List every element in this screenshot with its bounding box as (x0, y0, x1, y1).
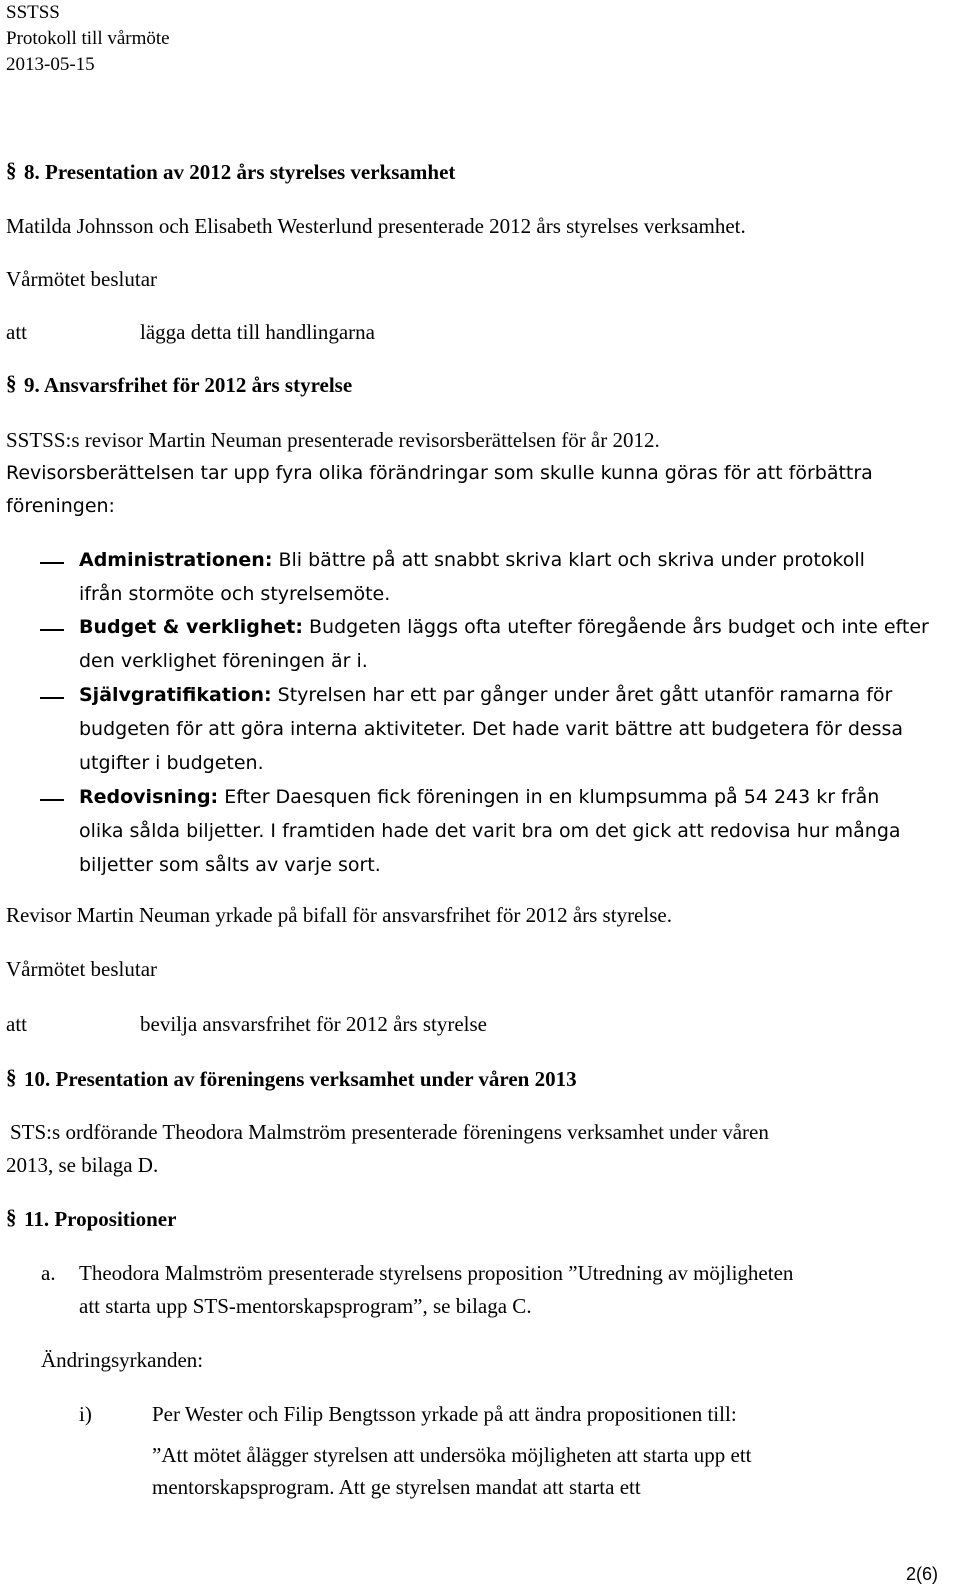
section-9-para3: Revisor Martin Neuman yrkade på bifall för ansvarsfrihet för 2012 års styrelse. (6, 903, 672, 927)
section-8-para: Matilda Johnsson och Elisabeth Westerlund presenterade 2012 års styrelses verksamhet. (6, 214, 746, 238)
list-item-line2: ifrån stormöte och styrelsemöte. (79, 583, 391, 605)
header-org: SSTSS (6, 2, 60, 23)
page-number: 2(6) (906, 1564, 939, 1584)
section-10-title: 10. Presentation av föreningens verksamhet under våren 2013 (24, 1067, 577, 1091)
section-sign-icon: § (6, 158, 17, 182)
list-item-text: Bli bättre på att snabbt skriva klart och skriva under protokoll (272, 549, 865, 571)
section-10-line2: 2013, se bilaga D. (6, 1153, 159, 1177)
list-item-line3: utgifter i budgeten. (79, 752, 264, 774)
list-item (79, 549, 865, 571)
section-sign-icon: § (6, 1065, 17, 1089)
header-date: 2013-05-15 (6, 54, 95, 75)
section-11-a-label: a. (41, 1261, 56, 1285)
section-8-decides: Vårmötet beslutar (6, 267, 158, 291)
header-doc-title: Protokoll till vårmöte (6, 28, 170, 49)
list-item-head: Självgratifikation: (79, 684, 272, 706)
section-sign-icon: § (6, 1205, 17, 1229)
list-item-head: Administrationen: (79, 549, 273, 571)
list-item-text: Budgeten läggs ofta utefter föregående års budget och inte efter (302, 616, 929, 638)
section-9-para2-line2: föreningen: (6, 495, 115, 517)
section-8-title: 8. Presentation av 2012 års styrelses verksamhet (24, 160, 456, 184)
list-item (79, 616, 929, 638)
amendments-heading: Ändringsyrkanden: (41, 1348, 204, 1372)
list-item-text: Styrelsen har ett par gånger under året gått utanför ramarna för (271, 684, 893, 706)
dash-bullet-icon (40, 697, 64, 699)
amendment-quote-line1: ”Att mötet ålägger styrelsen att undersöka möjligheten att starta upp ett (152, 1443, 752, 1467)
section-9-decision: bevilja ansvarsfrihet för 2012 års styrelse (140, 1012, 487, 1036)
dash-bullet-icon (40, 629, 64, 631)
amendment-quote-line2: mentorskapsprogram. Att ge styrelsen mandat att starta ett (152, 1475, 641, 1499)
list-item-line2: olika sålda biljetter. I framtiden hade det varit bra om det gick att redovisa hur många (79, 820, 901, 842)
dash-bullet-icon (40, 562, 64, 564)
list-item-line2: budgeten för att göra interna aktiviteter. Det hade varit bättre att budgetera för dessa (79, 718, 904, 740)
list-item (79, 786, 879, 808)
section-9-decides: Vårmötet beslutar (6, 957, 158, 981)
section-8-decision: lägga detta till handlingarna (140, 320, 375, 344)
section-11-title: 11. Propositioner (24, 1207, 177, 1231)
section-10-line1: STS:s ordförande Theodora Malmström presenterade föreningens verksamhet under våren (10, 1120, 769, 1144)
section-8-att: att (6, 320, 27, 344)
dash-bullet-icon (40, 799, 64, 801)
section-11-a-line1: Theodora Malmström presenterade styrelsens proposition ”Utredning av möjligheten (79, 1261, 794, 1285)
section-9-att: att (6, 1012, 27, 1036)
list-item-line3: biljetter som sålts av varje sort. (79, 854, 381, 876)
list-item (79, 684, 892, 706)
amendment-i-text: Per Wester och Filip Bengtsson yrkade på att ändra propositionen till: (152, 1402, 737, 1426)
list-item-head: Redovisning: (79, 786, 219, 808)
list-item-head: Budget & verklighet: (79, 616, 303, 638)
list-item-text: Efter Daesquen fick föreningen in en klumpsumma på 54 243 kr från (218, 786, 880, 808)
section-9-title: 9. Ansvarsfrihet för 2012 års styrelse (24, 373, 353, 397)
section-9-para2-line1: Revisorsberättelsen tar upp fyra olika förändringar som skulle kunna göras för att förbättra (6, 462, 873, 484)
section-9-para1: SSTSS:s revisor Martin Neuman presenterade revisorsberättelsen för år 2012. (6, 428, 660, 452)
list-item-line2: den verklighet föreningen är i. (79, 650, 368, 672)
section-11-a-line2: att starta upp STS-mentorskapsprogram”, se bilaga C. (79, 1294, 532, 1318)
amendment-i-label: i) (79, 1402, 92, 1426)
section-sign-icon: § (6, 371, 17, 395)
